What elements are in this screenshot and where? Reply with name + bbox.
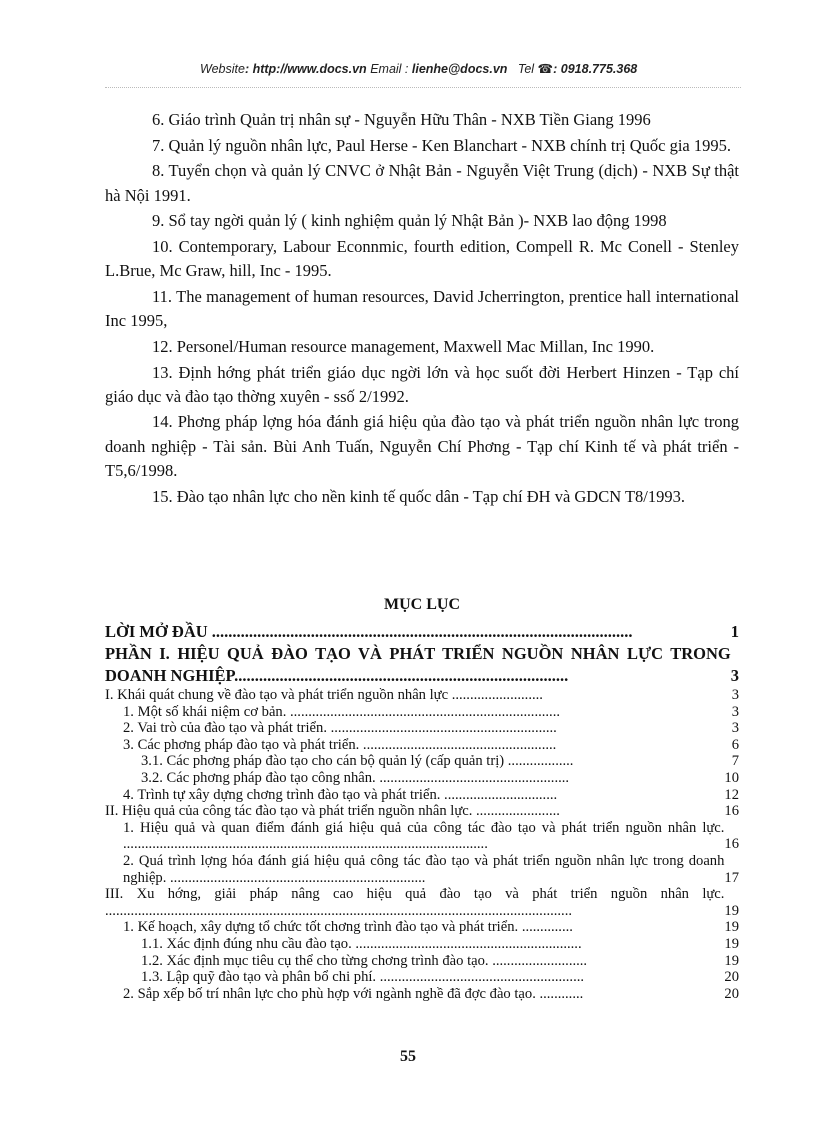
toc-entry-text: 2. Sắp xếp bố trí nhân lực cho phù hợp với ngành nghề đã đợc đào tạo. ............ xyxy=(123,985,584,1002)
toc-entry[interactable] xyxy=(105,969,739,986)
toc-entry-text: 1. Một số khái niệm cơ bản. .......................................................................... xyxy=(123,703,560,720)
toc-entry-text: 4. Trình tự xây dựng chơng trình đào tạo và phát triển. ............................... xyxy=(123,786,558,803)
toc-entry[interactable] xyxy=(105,787,739,804)
toc-page-number: 12 xyxy=(724,786,739,803)
page-header xyxy=(200,61,720,76)
tel-label: Tel xyxy=(517,62,535,76)
toc-page-number: 20 xyxy=(724,985,739,1002)
toc-entry-text: 1.3. Lập quỹ đào tạo và phân bổ chi phí. ........................................................ xyxy=(141,969,585,986)
toc-page-number: 7 xyxy=(731,753,739,770)
reference-item: 8. Tuyển chọn và quản lý CNVC ở Nhật Bản - Nguyễn Việt Trung (dịch) - NXB Sự thật hà Nội 1991. xyxy=(105,161,739,205)
toc-entry-text: 1. Kế hoạch, xây dựng tổ chức tốt chơng trình đào tạo và phát triển. .............. xyxy=(123,919,573,936)
toc-page-number: 17 xyxy=(724,869,739,886)
email-address[interactable]: lienhe@docs.vn xyxy=(411,62,508,76)
toc-entry-text: 2. Quá trình lợng hóa đánh giá hiệu quả công tác đào tạo và phát triển nguồn nhân lực trong doanh nghiệp. ...................................................................... xyxy=(123,852,725,886)
toc-entry[interactable] xyxy=(105,770,739,787)
toc-entry-text: I. Khái quát chung về đào tạo và phát triển nguồn nhân lực ......................... xyxy=(105,687,543,703)
email-label: Email : xyxy=(370,62,409,76)
reference-list xyxy=(105,108,739,510)
toc-page-number: 3 xyxy=(731,703,739,720)
toc-page-number: 3 xyxy=(731,687,739,703)
toc-entry-text: III. Xu hớng, giải pháp nâng cao hiệu quả đào tạo và phát triển nguồn nhân lực. ................................................................................................................................ xyxy=(105,886,725,919)
toc-entry[interactable] xyxy=(105,853,739,886)
toc-entry[interactable] xyxy=(105,936,739,953)
toc-page-number: 19 xyxy=(724,952,739,969)
toc-entry[interactable] xyxy=(105,720,739,737)
toc-page-number: 6 xyxy=(731,736,739,753)
toc-title: MỤC LỤC xyxy=(384,596,460,613)
toc-page-number: 19 xyxy=(724,902,739,919)
header-divider xyxy=(105,87,741,88)
reference-item: 12. Personel/Human resource management, Maxwell Mac Millan, Inc 1990. xyxy=(152,336,655,356)
toc-entry[interactable] xyxy=(105,953,739,970)
toc-entry-text: 2. Vai trò của đào tạo và phát triển. .............................................................. xyxy=(123,720,557,737)
reference-item: 14. Phơng pháp lợng hóa đánh giá hiệu qủa đào tạo và phát triển nguồn nhân lực trong doanh nghiệp - Tài sản. Bùi Anh Tuấn, Nguyễn Chí Phơng - Tạp chí Kinh tế và phát triển - T5,6/1998. xyxy=(105,412,739,480)
toc-entry-text: 3.1. Các phơng pháp đào tạo cho cán bộ quản lý (cấp quản trị) .................. xyxy=(141,753,574,770)
reference-item: 6. Giáo trình Quản trị nhân sự - Nguyễn Hữu Thân - NXB Tiền Giang 1996 xyxy=(152,110,651,129)
reference-item: 13. Định hớng phát triển giáo dục ngời lớn và học suốt đời Herbert Hinzen - Tạp chí giáo dục và đào tạo thờng xuyên - ssố 2/1992. xyxy=(105,362,739,406)
toc-entry-text: II. Hiệu quả của công tác đào tạo và phát triển nguồn nhân lực. ....................... xyxy=(105,803,560,820)
toc-entry[interactable] xyxy=(105,820,739,853)
toc-entry[interactable] xyxy=(105,687,739,704)
reference-item: 15. Đào tạo nhân lực cho nền kinh tế quốc dân - Tạp chí ĐH và GDCN T8/1993. xyxy=(152,486,686,506)
website-label: Website xyxy=(200,62,245,76)
toc-entry-text: 1.1. Xác định đúng nhu cầu đào tạo. .............................................................. xyxy=(141,935,582,952)
toc-main-entry[interactable] xyxy=(105,643,739,687)
toc-entry[interactable] xyxy=(105,704,739,721)
toc-entry-text: 1.2. Xác định mục tiêu cụ thể cho từng chơng trình đào tạo. .......................... xyxy=(141,952,588,969)
website-url[interactable]: : http://www.docs.vn xyxy=(244,62,367,76)
toc-page-number: 19 xyxy=(724,919,739,936)
toc-main-entry[interactable] xyxy=(105,621,739,643)
toc-entry-text: PHẦN I. HIỆU QUẢ ĐÀO TẠO VÀ PHÁT TRIỂN NGUỒN NHÂN LỰC TRONG DOANH NGHIỆP................................................................................. xyxy=(105,644,731,685)
toc-entry-text: 3.2. Các phơng pháp đào tạo công nhân. .................................................... xyxy=(141,769,570,786)
toc-page-number: 1 xyxy=(730,622,739,641)
toc-page-number: 19 xyxy=(724,935,739,952)
toc-entry[interactable] xyxy=(105,737,739,754)
phone-icon: ☎ xyxy=(537,62,554,76)
toc-page-number: 3 xyxy=(730,666,739,685)
toc-page-number: 10 xyxy=(724,769,739,786)
toc-entry-text: LỜI MỞ ĐẦU ...................................................................................................... xyxy=(105,622,633,641)
table-of-contents xyxy=(105,621,739,1002)
toc-entry[interactable] xyxy=(105,803,739,820)
toc-entry-text: 1. Hiệu quả và quan điểm đánh giá hiệu quả của công tác đào tạo và phát triển nguồn nhân lực. .................................................................................................... xyxy=(123,819,725,853)
reference-item: 7. Quản lý nguồn nhân lực, Paul Herse - Ken Blanchart - NXB chính trị Quốc gia 1995. xyxy=(152,135,731,155)
reference-item: 9. Sổ tay ngời quản lý ( kinh nghiệm quản lý Nhật Bản )- NXB lao động 1998 xyxy=(152,211,667,231)
toc-page-number: 16 xyxy=(724,836,739,853)
toc-entry-text: 3. Các phơng pháp đào tạo và phát triển. ..................................................... xyxy=(123,736,557,753)
phone-number: : 0918.775.368 xyxy=(553,62,638,76)
toc-entry[interactable] xyxy=(105,753,739,770)
toc-entry[interactable] xyxy=(105,919,739,936)
reference-item: 11. The management of human resources, David Jcherrington, prentice hall international Inc 1995, xyxy=(105,286,739,331)
toc-entry[interactable] xyxy=(105,986,739,1003)
page-number: 55 xyxy=(400,1048,416,1065)
toc-page-number: 20 xyxy=(724,969,739,986)
reference-item: 10. Contemporary, Labour Econnmic, fourth edition, Compell R. Mc Conell - Stenley L.Brue, Mc Graw, hill, Inc - 1995. xyxy=(105,237,739,281)
toc-page-number: 16 xyxy=(724,803,739,820)
toc-page-number: 3 xyxy=(731,720,739,737)
toc-entry[interactable] xyxy=(105,886,739,919)
